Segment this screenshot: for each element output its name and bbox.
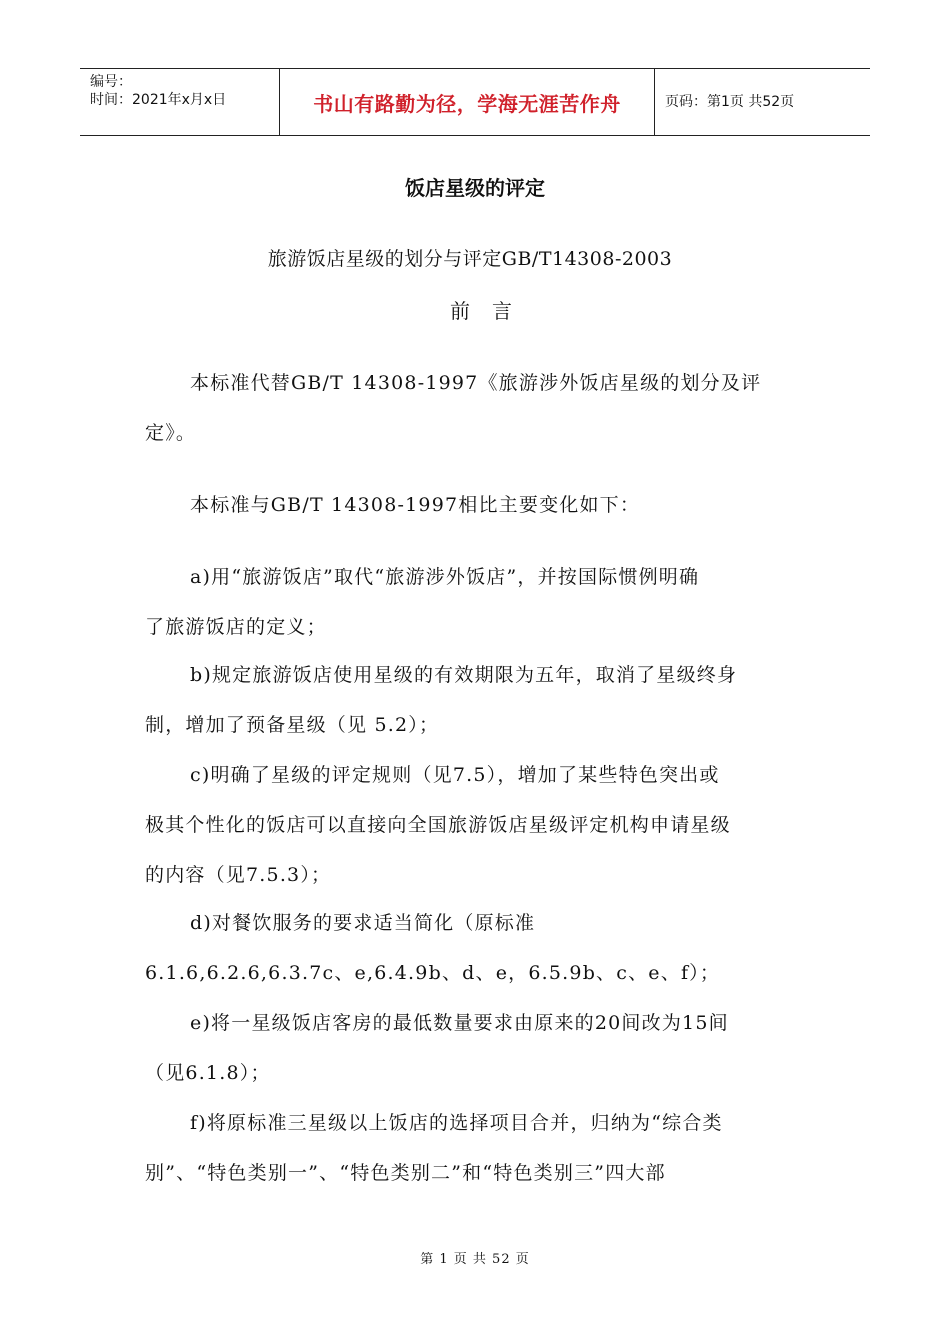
body-line: d)对餐饮服务的要求适当简化（原标准 bbox=[190, 912, 536, 934]
body-line: a)用“旅游饭店”取代“旅游涉外饭店”，并按国际惯例明确 bbox=[190, 566, 700, 588]
body-line: 了旅游饭店的定义； bbox=[145, 616, 327, 638]
header-meta-cell bbox=[80, 69, 280, 135]
header-table bbox=[80, 68, 870, 136]
page-footer: 第 1 页 共 52 页 bbox=[420, 1252, 530, 1267]
header-motto-cell bbox=[280, 69, 655, 135]
body-line: （见6.1.8）； bbox=[145, 1062, 271, 1084]
body-line: c)明确了星级的评定规则（见7.5），增加了某些特色突出或 bbox=[190, 764, 720, 786]
document-number-label: 编号： bbox=[90, 74, 132, 90]
body-line: b)规定旅游饭店使用星级的有效期限为五年，取消了星级终身 bbox=[190, 664, 738, 686]
header-page-cell bbox=[655, 69, 870, 135]
body-line: 极其个性化的饭店可以直接向全国旅游饭店星级评定机构申请星级 bbox=[145, 814, 731, 836]
body-line: 别”、“特色类别一”、“特色类别二”和“特色类别三”四大部 bbox=[145, 1162, 666, 1184]
body-line: 6.1.6,6.2.6,6.3.7c、e,6.4.9b、d、e，6.5.9b、c、e、f）； bbox=[145, 962, 721, 984]
body-line: f)将原标准三星级以上饭店的选择项目合并，归纳为“综合类 bbox=[190, 1112, 723, 1134]
header-page-label: 页码：第1页 共52页 bbox=[665, 94, 795, 110]
document-time-label: 时间：2021年x月x日 bbox=[90, 92, 227, 108]
body-line: 制，增加了预备星级（见 5.2）； bbox=[145, 714, 440, 736]
document-title: 饭店星级的评定 bbox=[405, 176, 545, 200]
header-motto: 书山有路勤为径，学海无涯苦作舟 bbox=[313, 91, 621, 116]
preface-heading: 前言 bbox=[450, 299, 534, 323]
body-line: 定》。 bbox=[145, 422, 197, 444]
body-line: 的内容（见7.5.3）； bbox=[145, 864, 332, 886]
body-line: 本标准代替GB/T 14308-1997《旅游涉外饭店星级的划分及评 bbox=[190, 372, 762, 394]
document-subtitle: 旅游饭店星级的划分与评定GB/T14308-2003 bbox=[267, 248, 673, 270]
body-line: 本标准与GB/T 14308-1997相比主要变化如下： bbox=[190, 494, 641, 516]
body-line: e)将一星级饭店客房的最低数量要求由原来的20间改为15间 bbox=[190, 1012, 729, 1034]
